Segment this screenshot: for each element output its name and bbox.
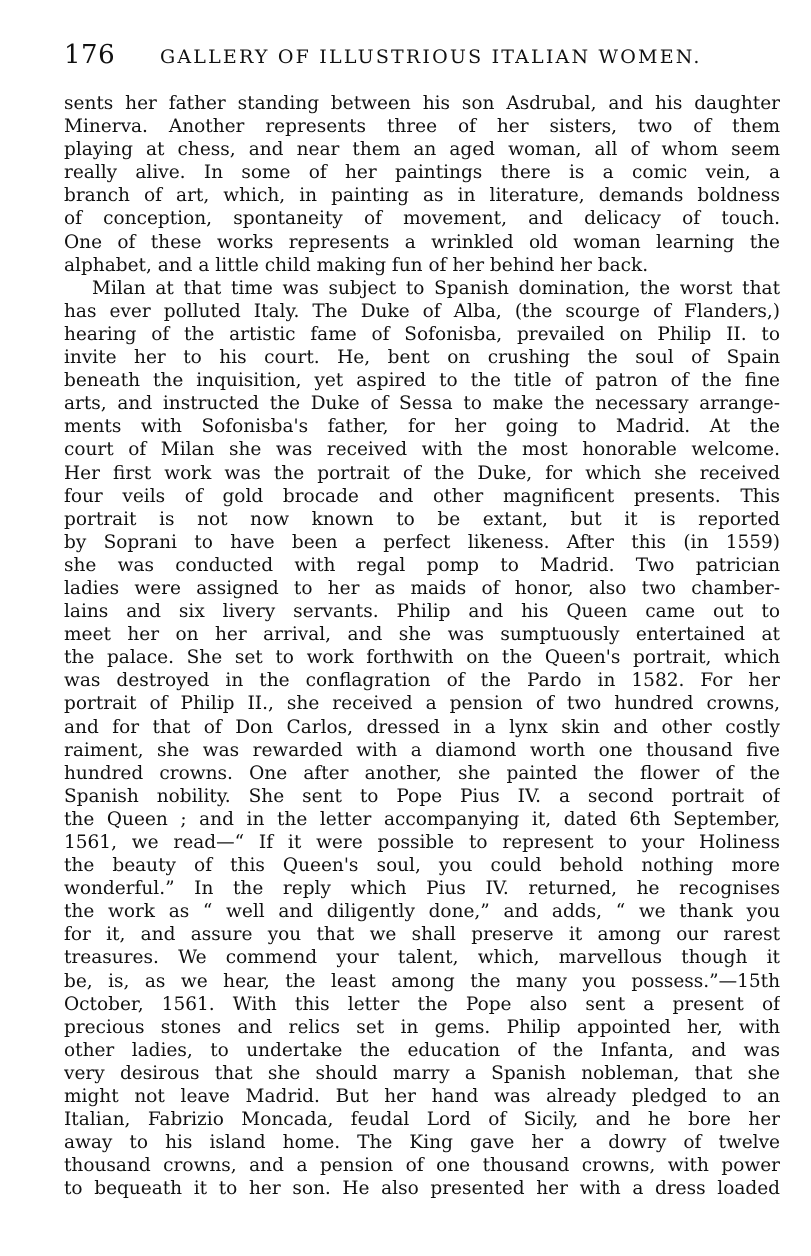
text-line: away to his island home. The King gave her a dowry of twelve — [64, 1132, 780, 1154]
running-title: GALLERY OF ILLUSTRIOUS ITALIAN WOMEN. — [160, 46, 702, 68]
text-line: of conception, spontaneity of movement, and delicacy of touch. — [64, 208, 780, 230]
text-line: might not leave Madrid. But her hand was already pledged to an — [64, 1086, 780, 1108]
text-line: the work as “ well and diligently done,” and adds, “ we thank you — [64, 901, 780, 923]
text-line: Spanish nobility. She sent to Pope Pius IV. a second portrait of — [64, 785, 780, 807]
text-line: hundred crowns. One after another, she painted the flower of the — [64, 762, 780, 784]
text-line: Milan at that time was subject to Spanish domination, the worst that — [92, 277, 780, 299]
text-line: to bequeath it to her son. He also presented her with a dress loaded — [64, 1178, 780, 1200]
text-line: sents her father standing between his son Asdrubal, and his daughter — [64, 93, 780, 114]
text-line: alphabet, and a little child making fun of her behind her back. — [64, 254, 649, 276]
text-line: raiment, she was rewarded with a diamond worth one thousand five — [64, 739, 780, 761]
text-line: portrait is not now known to be extant, but it is reported — [64, 508, 780, 530]
text-line: October, 1561. With this letter the Pope also sent a present of — [64, 993, 780, 1015]
text-line: Minerva. Another represents three of her sisters, two of them — [64, 116, 780, 138]
text-line: has ever polluted Italy. The Duke of Alba, (the scourge of Flanders,) — [64, 300, 780, 322]
text-line: wonderful.” In the reply which Pius IV. returned, he recognises — [64, 878, 780, 900]
text-line: 1561, we read—“ If it were possible to represent to your Holiness — [64, 832, 780, 853]
text-line: the beauty of this Queen's soul, you could behold nothing more — [64, 855, 780, 877]
text-line: playing at chess, and near them an aged woman, all of whom seem — [64, 139, 780, 161]
text-line: treasures. We commend your talent, which, marvellous though it — [64, 947, 780, 969]
text-line: Her first work was the portrait of the Duke, for which she received — [64, 462, 780, 484]
page-number: 176 — [64, 40, 116, 70]
text-line: lains and six livery servants. Philip and his Queen came out to — [64, 601, 780, 623]
body-text — [64, 92, 780, 1201]
text-line: meet her on her arrival, and she was sumptuously entertained at — [64, 624, 780, 646]
running-header — [64, 38, 784, 78]
text-line: be, is, as we hear, the least among the many you possess.”—15th — [64, 970, 780, 992]
text-line: she was conducted with regal pomp to Madrid. Two patrician — [64, 554, 780, 576]
text-line: Italian, Fabrizio Moncada, feudal Lord of Sicily, and he bore her — [64, 1109, 780, 1131]
text-line: invite her to his court. He, bent on crushing the soul of Spain — [64, 347, 780, 369]
text-line: arts, and instructed the Duke of Sessa to make the necessary arrange- — [64, 393, 780, 415]
text-line: thousand crowns, and a pension of one thousand crowns, with power — [64, 1155, 780, 1177]
text-line: for it, and assure you that we shall preserve it among our rarest — [64, 924, 780, 946]
text-line: was destroyed in the conflagration of the Pardo in 1582. For her — [64, 670, 780, 692]
text-line: the palace. She set to work forthwith on the Queen's portrait, which — [64, 647, 780, 669]
text-line: precious stones and relics set in gems. Philip appointed her, with — [64, 1016, 780, 1038]
text-line: the Queen ; and in the letter accompanying it, dated 6th September, — [64, 808, 780, 830]
text-line: court of Milan she was received with the most honorable welcome. — [64, 439, 780, 461]
text-line: ladies were assigned to her as maids of honor, also two chamber- — [64, 577, 780, 599]
text-line: really alive. In some of her paintings there is a comic vein, a — [64, 162, 780, 184]
text-line: ments with Sofonisba's father, for her going to Madrid. At the — [64, 416, 780, 438]
text-line: beneath the inquisition, yet aspired to the title of patron of the fine — [64, 370, 780, 392]
text-line: other ladies, to undertake the education of the Infanta, and was — [64, 1039, 780, 1061]
text-line: branch of art, which, in painting as in literature, demands boldness — [64, 185, 780, 207]
text-line: portrait of Philip II., she received a pension of two hundred crowns, — [64, 693, 780, 715]
text-line: hearing of the artistic fame of Sofonisba, prevailed on Philip II. to — [64, 323, 780, 345]
text-line: One of these works represents a wrinkled old woman learning the — [64, 231, 780, 253]
text-line: four veils of gold brocade and other magnificent presents. This — [64, 485, 780, 507]
text-line: by Soprani to have been a perfect likeness. After this (in 1559) — [64, 531, 780, 553]
text-line: very desirous that she should marry a Spanish nobleman, that she — [64, 1062, 780, 1084]
text-line: and for that of Don Carlos, dressed in a lynx skin and other costly — [64, 716, 780, 738]
